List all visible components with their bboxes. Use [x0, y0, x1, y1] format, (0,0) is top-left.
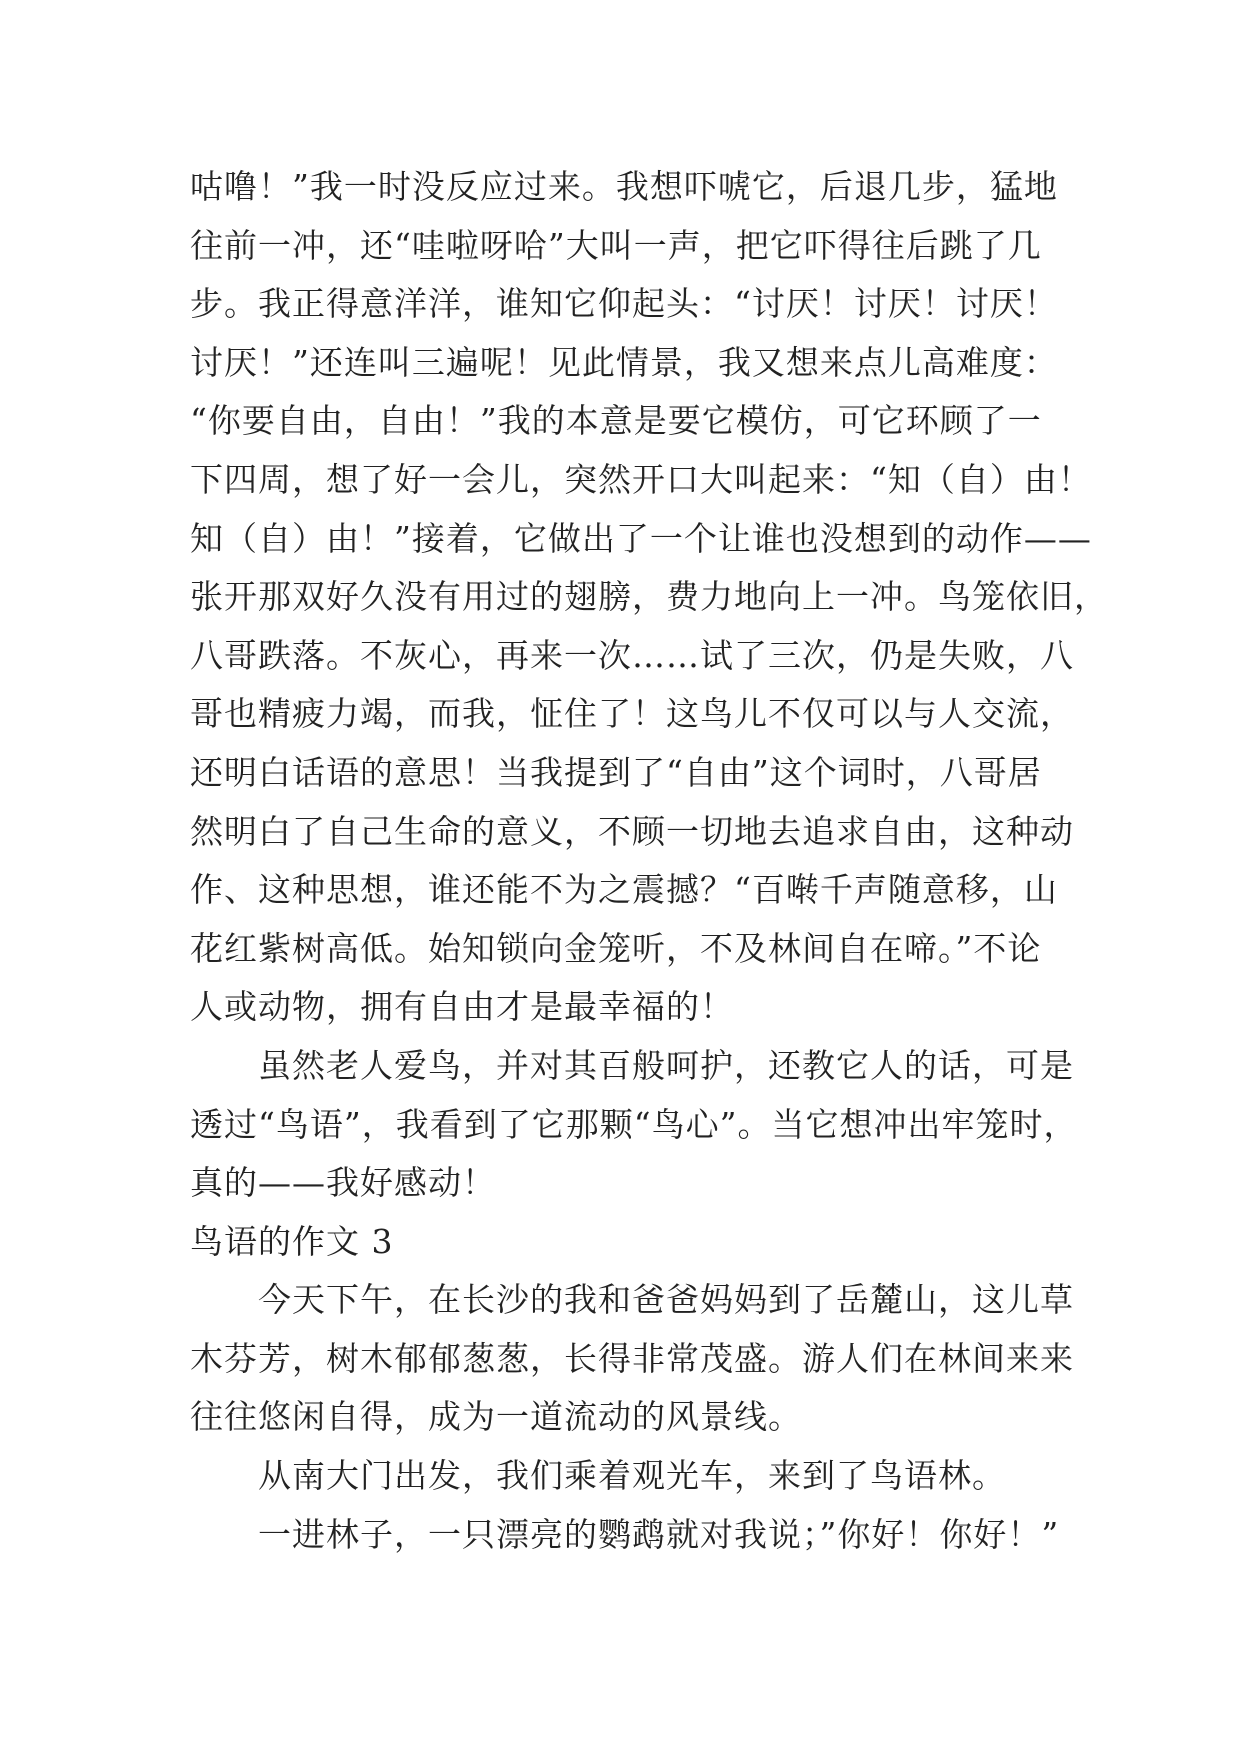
- text-line: 哥也精疲力竭，而我，怔住了！这鸟儿不仅可以与人交流，: [190, 694, 1074, 734]
- text-line: “你要自由，自由！”我的本意是要它模仿，可它环顾了一: [190, 401, 1042, 441]
- paragraph-2: [190, 1037, 1090, 1213]
- text-line: 今天下午，在长沙的我和爸爸妈妈到了岳麓山，这儿草: [258, 1280, 1074, 1320]
- text-line: 知（自）由！”接着，它做出了一个让谁也没想到的动作——: [190, 518, 1092, 558]
- text-line: 花红紫树高低。始知锁向金笼听，不及林间自在啼。”不论: [190, 928, 1042, 968]
- text-line: 讨厌！”还连叫三遍呢！见此情景，我又想来点儿高难度：: [190, 342, 1058, 382]
- text-line: 往前一冲，还“哇啦呀哈”大叫一声，把它吓得往后跳了几: [190, 225, 1042, 265]
- text-line: 真的——我好感动！: [190, 1163, 496, 1203]
- text-line: 人或动物，拥有自由才是最幸福的！: [190, 987, 734, 1027]
- text-line: 作、这种思想，谁还能不为之震撼？“百啭千声随意移，山: [190, 870, 1058, 910]
- section-heading: 鸟语的作文 3: [190, 1221, 394, 1261]
- text-line: 还明白话语的意思！当我提到了“自由”这个词时，八哥居: [190, 752, 1042, 792]
- text-line: 步。我正得意洋洋，谁知它仰起头：“讨厌！讨厌！讨厌！: [190, 284, 1058, 324]
- text-line: 虽然老人爱鸟，并对其百般呵护，还教它人的话，可是: [258, 1045, 1074, 1085]
- text-line: 木芬芳，树木郁郁葱葱，长得非常茂盛。游人们在林间来来: [190, 1338, 1074, 1378]
- paragraph-1: [190, 158, 1108, 1037]
- document-body: [190, 158, 1108, 1564]
- text-line: 然明白了自己生命的意义，不顾一切地去追求自由，这种动: [190, 811, 1074, 851]
- text-line: 咕噜！”我一时没反应过来。我想吓唬它，后退几步，猛地: [190, 167, 1058, 206]
- text-line: 一进林子，一只漂亮的鹦鹉就对我说；”你好！你好！”: [258, 1514, 1060, 1554]
- paragraph-5: [190, 1506, 1090, 1565]
- text-line: 从南大门出发，我们乘着观光车，来到了鸟语林。: [258, 1456, 1006, 1496]
- text-line: 下四周，想了好一会儿，突然开口大叫起来：“知（自）由！: [190, 459, 1092, 499]
- paragraph-4: [190, 1447, 1090, 1506]
- text-line: 往往悠闲自得，成为一道流动的风景线。: [190, 1397, 802, 1437]
- paragraph-3: [190, 1271, 1090, 1447]
- text-line: 透过“鸟语”，我看到了它那颗“鸟心”。当它想冲出牢笼时，: [190, 1104, 1078, 1144]
- text-line: 张开那双好久没有用过的翅膀，费力地向上一冲。鸟笼依旧，: [190, 577, 1108, 617]
- text-line: 八哥跌落。不灰心，再来一次……试了三次，仍是失败，八: [190, 635, 1074, 675]
